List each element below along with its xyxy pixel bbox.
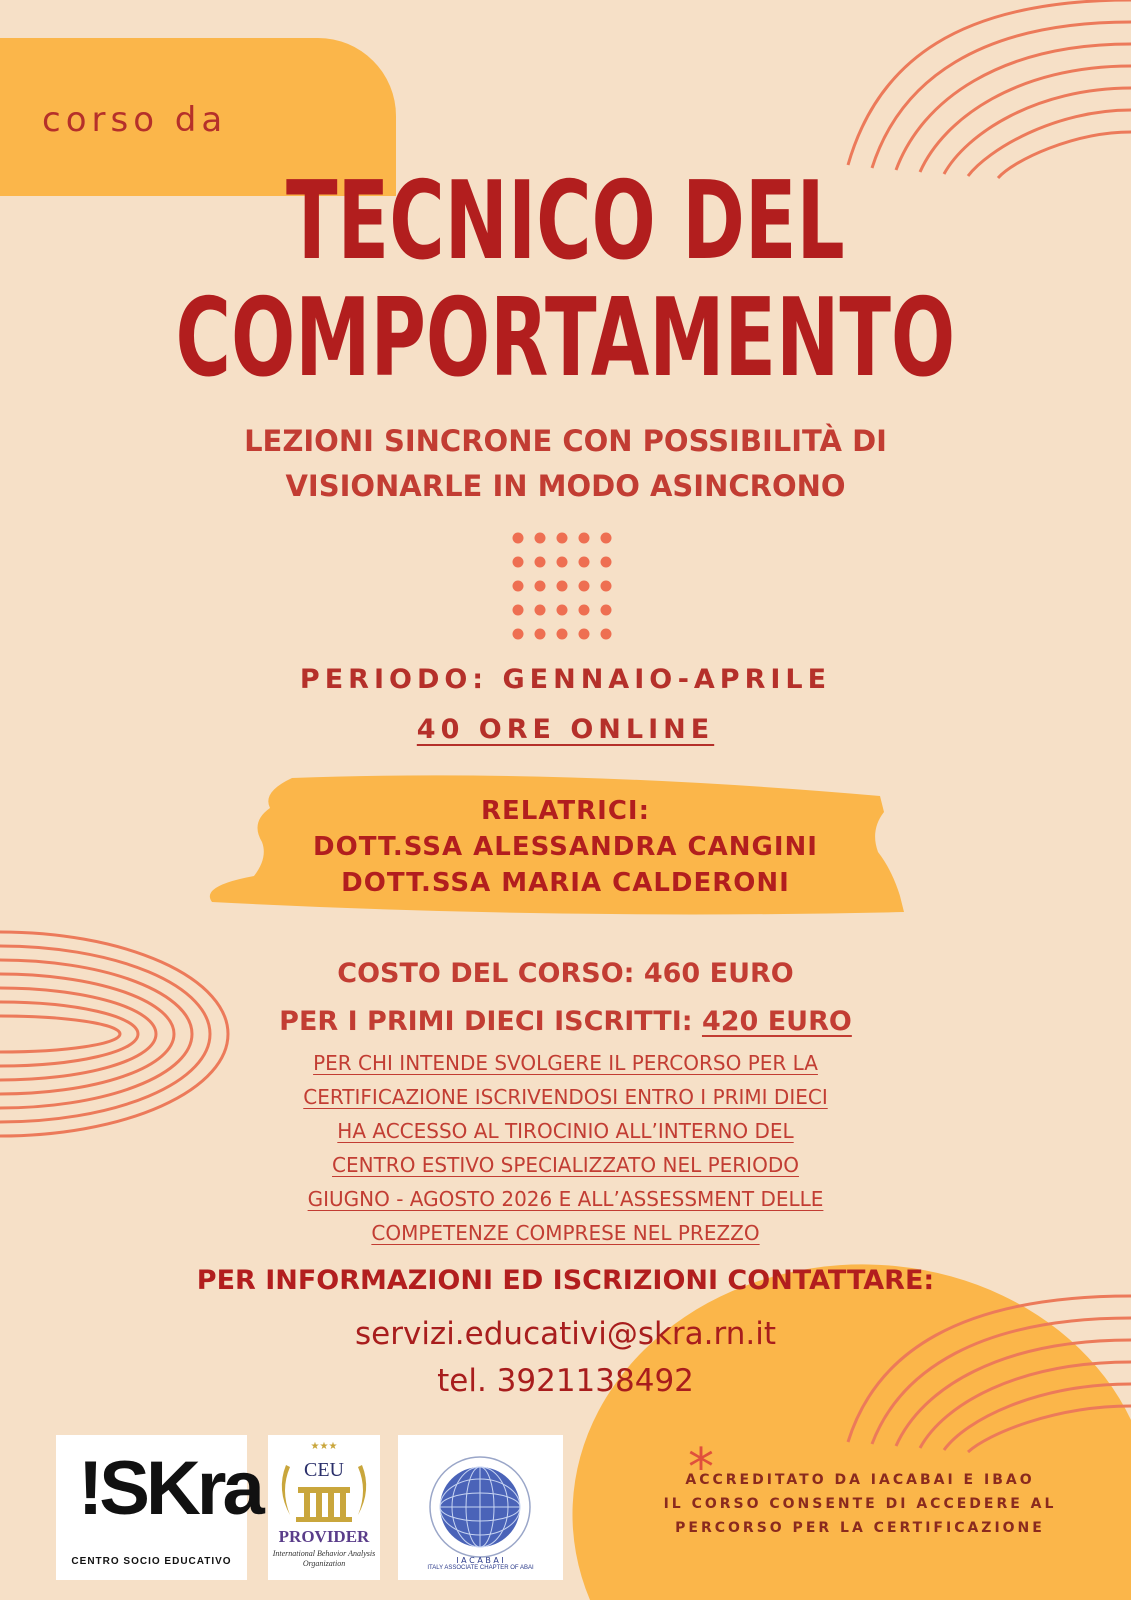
iacabai-ring-text: I A C A B A I [456,1556,504,1565]
contact-email[interactable]: servizi.educativi@skra.rn.it [355,1316,776,1352]
svg-text:★★★: ★★★ [310,1441,338,1452]
certification-note-line: HA ACCESSO AL TIROCINIO ALL’INTERNO DEL [337,1119,794,1143]
ceu-provider-text: PROVIDER [278,1527,370,1546]
contact-heading: PER INFORMAZIONI ED ISCRIZIONI CONTATTARE: [196,1265,935,1296]
globe-icon [398,1435,563,1580]
certification-note-line: CERTIFICAZIONE ISCRIVENDOSI ENTRO I PRIMI DIECI [303,1085,828,1109]
early-bird-label: PER I PRIMI DIECI ISCRITTI: [279,1006,702,1037]
course-intro: corso da [42,100,228,140]
course-subtitle-line2: VISIONARLE IN MODO ASINCRONO [285,469,846,503]
arcs-top-right [848,0,1131,178]
course-cost: COSTO DEL CORSO: 460 EURO [337,958,794,989]
certification-note-line: GIUGNO - AGOSTO 2026 E ALL’ASSESSMENT DELLE [307,1187,824,1211]
certification-note-line: CENTRO ESTIVO SPECIALIZZATO NEL PERIODO [332,1153,799,1177]
iskra-logo-mark: !SKra [78,1446,261,1531]
accreditation-line: ACCREDITATO DA IACABAI E IBAO [685,1472,1035,1488]
asterisk-icon: * [688,1438,714,1498]
accreditation-line: PERCORSO PER LA CERTIFICAZIONE [675,1520,1045,1536]
early-bird-amount: 420 EURO [701,1006,852,1037]
early-bird-price [0,1006,1131,1037]
speakers-heading: RELATRICI: [480,796,651,826]
ceu-text: CEU [304,1459,344,1481]
ceu-org-text: International Behavior Analysis Organization [272,1549,376,1568]
ceu-provider-logo [268,1435,380,1580]
course-title-line1: TECNICO DEL [285,159,845,284]
iacabai-logo [398,1435,563,1580]
dot-grid [513,533,612,640]
iskra-logo-caption: CENTRO SOCIO EDUCATIVO [71,1556,232,1567]
course-title-line2: COMPORTAMENTO [175,276,956,401]
course-period: PERIODO: GENNAIO-APRILE [299,664,832,695]
iacabai-caption: ITALY ASSOCIATE CHAPTER OF ABAI [427,1565,534,1571]
speaker-name: DOTT.SSA MARIA CALDERONI [341,868,790,898]
course-hours: 40 ORE ONLINE [416,714,715,745]
contact-phone[interactable]: tel. 3921138492 [437,1363,694,1399]
course-hours-wrap [0,714,1131,745]
speaker-name: DOTT.SSA ALESSANDRA CANGINI [313,832,818,862]
course-subtitle-line1: LEZIONI SINCRONE CON POSSIBILITÀ DI [244,424,887,458]
certification-note-line: PER CHI INTENDE SVOLGERE IL PERCORSO PER LA [313,1051,818,1075]
accreditation-line: IL CORSO CONSENTE DI ACCEDERE AL [663,1496,1057,1512]
iskra-logo [56,1435,261,1580]
certification-note-line: COMPETENZE COMPRESE NEL PREZZO [371,1221,760,1245]
